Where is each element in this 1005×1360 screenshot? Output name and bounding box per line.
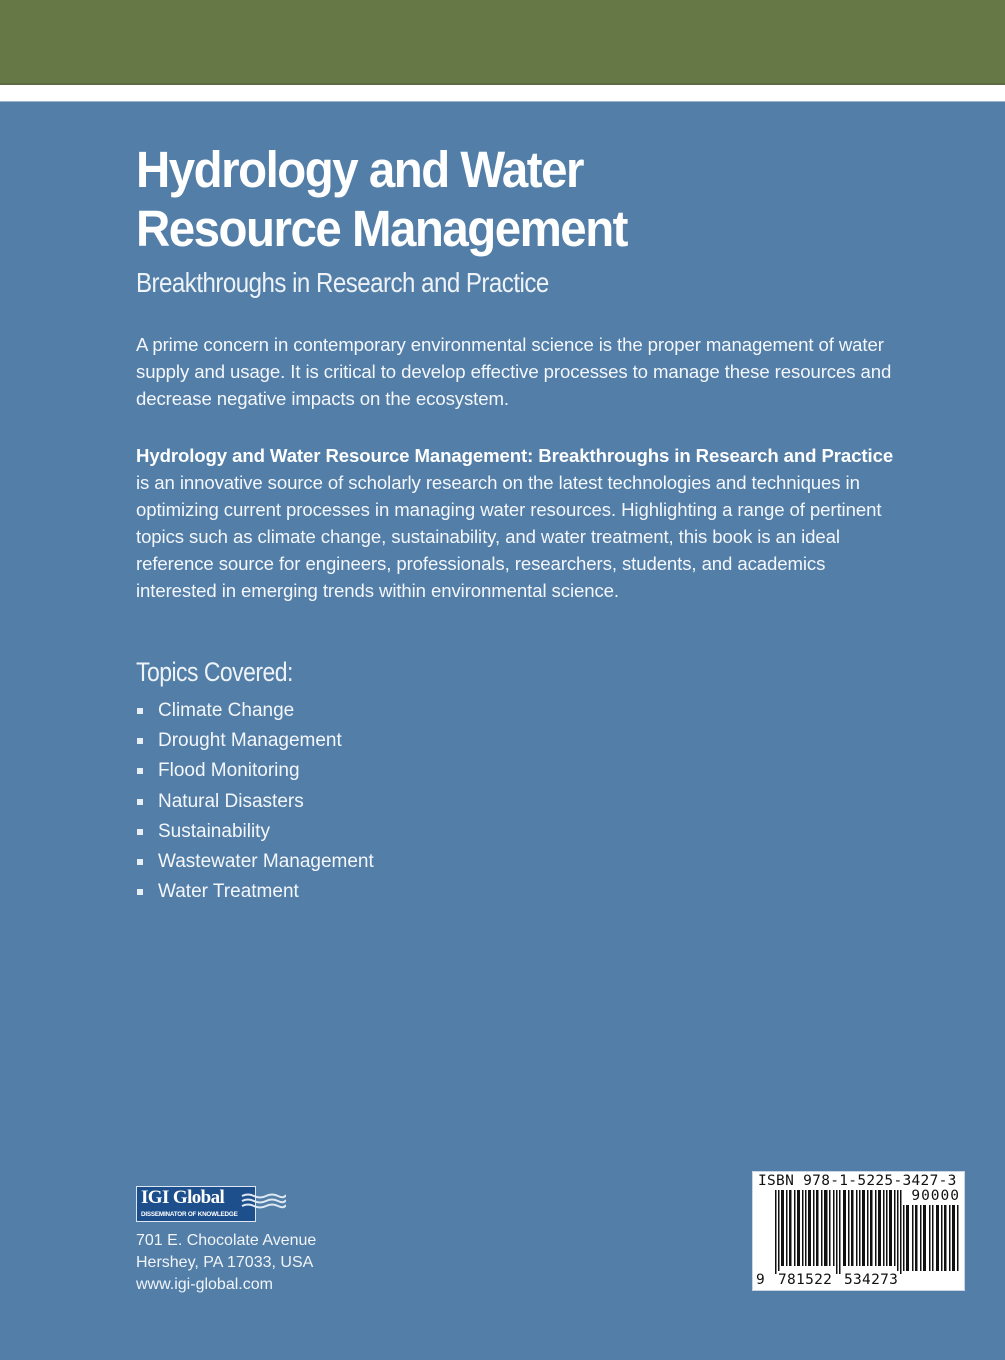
topic-item — [136, 756, 374, 786]
publisher-address — [136, 1230, 316, 1296]
square-bullet-icon — [137, 889, 143, 895]
description-paragraph-1: A prime concern in contemporary environmental science is the proper management of water supply and usage. It is critical to develop effective processes to manage these resources and decrease negative impacts on the ecosystem. — [136, 334, 892, 409]
topic-label: Drought Management — [158, 730, 342, 752]
waves-icon — [240, 1192, 286, 1214]
topic-label: Water Treatment — [158, 881, 299, 903]
ean-first-digit: 9 — [756, 1272, 766, 1288]
topics-heading: Topics Covered: — [136, 657, 293, 687]
square-bullet-icon — [137, 708, 143, 714]
publisher-website: www.igi-global.com — [136, 1276, 273, 1293]
square-bullet-icon — [137, 829, 143, 835]
title-line-1: Hydrology and Water — [136, 141, 583, 198]
topic-label: Wastewater Management — [158, 850, 374, 872]
topic-label: Sustainability — [158, 820, 270, 842]
topic-item — [136, 726, 374, 756]
topic-item — [136, 847, 374, 877]
white-divider-stripe — [0, 85, 1005, 102]
square-bullet-icon — [137, 768, 143, 774]
description-body: is an innovative source of scholarly research on the latest technologies and techniques in optimizing current processes in managing water resources. Highlighting a range of pertinent topics such as climate change, sustainability, and water treatment, this book is an ideal reference source for engineers, professionals, researchers, students, and academics interested in emerging trends within environmental science. — [136, 472, 882, 601]
ean-group-2: 534273 — [844, 1272, 899, 1288]
topic-item — [136, 877, 374, 907]
square-bullet-icon — [137, 738, 143, 744]
top-color-band — [0, 0, 1005, 85]
ean-group-1: 781522 — [778, 1272, 833, 1288]
topic-item — [136, 817, 374, 847]
address-line-1: 701 E. Chocolate Avenue — [136, 1232, 317, 1249]
addon-barcode-bars — [903, 1205, 961, 1271]
square-bullet-icon — [137, 799, 143, 805]
topic-label: Natural Disasters — [158, 790, 304, 812]
igi-global-logo — [136, 1186, 286, 1226]
logo-name: IGI Global — [141, 1187, 225, 1208]
topic-label: Climate Change — [158, 700, 295, 721]
book-subtitle: Breakthroughs in Research and Practice — [136, 267, 549, 298]
title-line-2: Resource Management — [136, 200, 627, 257]
description-bold-title: Hydrology and Water Resource Management: Breakthroughs in Research and Practice — [136, 445, 894, 466]
address-line-2: Hershey, PA 17033, USA — [136, 1254, 314, 1271]
topic-label: Flood Monitoring — [158, 760, 300, 782]
publisher-block — [136, 1186, 317, 1293]
description-paragraph-2 — [136, 442, 896, 604]
topic-item — [136, 696, 374, 726]
isbn-label: ISBN 978-1-5225-3427-3 — [758, 1173, 957, 1189]
price-code: 90000 — [911, 1188, 960, 1204]
logo-box — [136, 1186, 256, 1222]
isbn-barcode — [752, 1171, 965, 1291]
logo-tagline: DISSEMINATOR OF KNOWLEDGE — [141, 1211, 238, 1218]
topic-item — [136, 787, 374, 817]
ean-barcode-bars — [775, 1190, 903, 1274]
square-bullet-icon — [137, 859, 143, 865]
book-title — [136, 140, 627, 258]
topics-list — [136, 696, 374, 907]
